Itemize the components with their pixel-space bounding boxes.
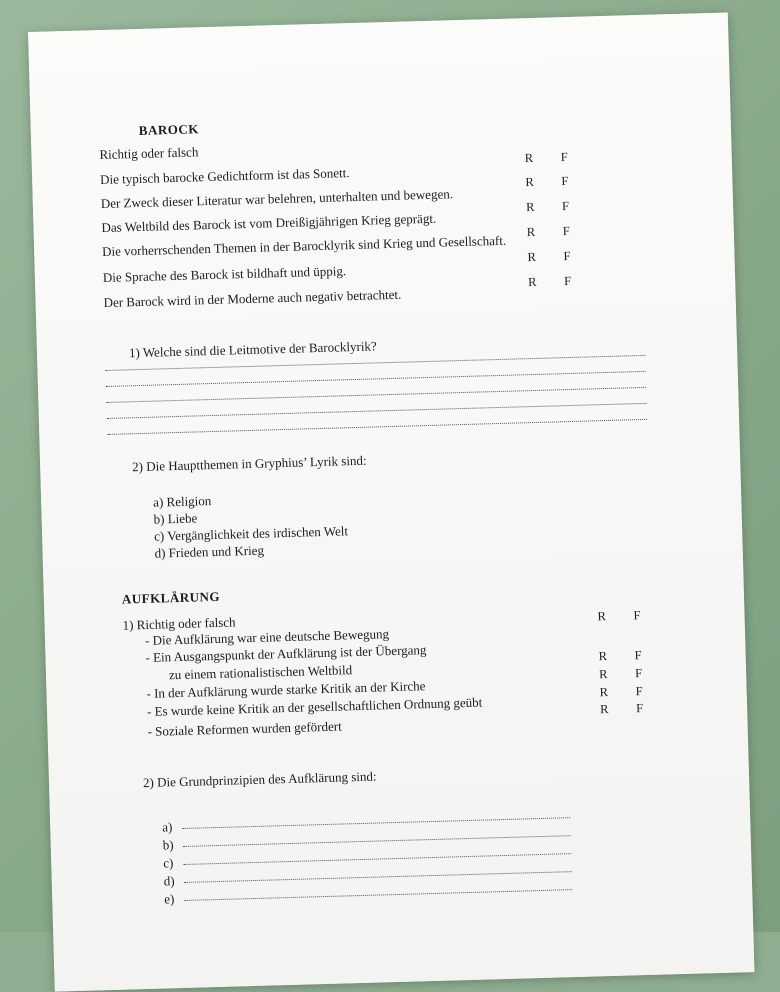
barock-rf-row-4 — [527, 223, 599, 240]
barock-statement-1: Die typisch barocke Gedichtform ist das Sonett. — [99, 165, 350, 188]
r-option[interactable]: R — [527, 249, 537, 265]
barock-statement-4: Die vorherrschenden Themen in der Barocklyrik sind Krieg und Gesellschaft. — [101, 232, 507, 260]
aufklaerung-heading: AUFKLÄRUNG — [121, 588, 221, 607]
r-option[interactable]: R — [599, 702, 609, 717]
barock-statement-6: Der Barock wird in der Moderne auch negativ betrachtet. — [103, 286, 402, 310]
f-option[interactable]: F — [635, 684, 643, 699]
f-option[interactable]: F — [560, 149, 568, 165]
answer-line[interactable] — [107, 403, 647, 419]
r-option[interactable]: R — [599, 685, 609, 700]
barock-rf-row-2 — [525, 173, 597, 190]
aufklaerung-rf-row-2 — [598, 647, 670, 664]
answer-line[interactable] — [183, 853, 571, 865]
answer-line[interactable] — [106, 371, 646, 387]
option-a[interactable]: a) Religion — [152, 493, 212, 510]
f-option[interactable]: F — [634, 666, 643, 681]
answer-line[interactable] — [183, 835, 571, 847]
barock-rf-row-3 — [526, 198, 598, 215]
option-c[interactable]: c) Vergänglichkeit des irdischen Welt — [153, 523, 349, 544]
barock-statement-2: Der Zweck dieser Literatur war belehren, unterhalten und bewegen. — [100, 186, 454, 212]
barock-question-2: 2) Die Hauptthemen in Gryphius’ Lyrik sind: — [131, 452, 367, 475]
barock-rf-row-1 — [525, 149, 597, 166]
aufklaerung-rf-row-5 — [600, 700, 672, 717]
barock-rf-row-5 — [527, 248, 599, 265]
aufklaerung-statement-5: - Soziale Reformen wurden gefördert — [147, 718, 342, 739]
barock-heading: BAROCK — [138, 121, 200, 138]
blank-label-c: c) — [163, 855, 174, 871]
answer-line[interactable] — [184, 871, 572, 883]
aufklaerung-rf-row-1 — [597, 607, 669, 624]
barock-statement-3: Das Weltbild des Barock ist vom Dreißigjährigen Krieg geprägt. — [101, 210, 437, 236]
aufklaerung-question-1: 1) Richtig oder falsch — [122, 614, 236, 633]
f-option[interactable]: F — [635, 701, 644, 716]
blank-label-e: e) — [164, 891, 175, 907]
aufklaerung-statement-4: - Es wurde keine Kritik an der gesellschaftlichen Ordnung geübt — [146, 694, 483, 719]
blank-label-a: a) — [162, 819, 173, 835]
r-option[interactable]: R — [526, 224, 536, 240]
barock-subtitle: Richtig oder falsch — [99, 144, 199, 163]
option-b[interactable]: b) Liebe — [153, 510, 198, 527]
r-option[interactable]: R — [525, 199, 535, 215]
r-option[interactable]: R — [598, 649, 608, 664]
aufklaerung-statement-2-cont: zu einem rationalistischen Weltbild — [168, 662, 353, 683]
f-option[interactable]: F — [563, 248, 571, 264]
aufklaerung-statement-2: - Ein Ausgangspunkt der Aufklärung ist der Übergang — [145, 642, 427, 665]
f-option[interactable]: F — [633, 608, 641, 623]
r-option[interactable]: R — [525, 174, 534, 190]
r-option[interactable]: R — [524, 150, 534, 166]
f-option[interactable]: F — [561, 173, 569, 189]
aufklaerung-rf-row-3 — [599, 665, 671, 682]
aufklaerung-question-2: 2) Die Grundprinzipien des Aufklärung sind: — [142, 768, 377, 791]
aufklaerung-statement-3: - In der Aufklärung wurde starke Kritik an der Kirche — [146, 678, 426, 701]
f-option[interactable]: F — [563, 273, 572, 289]
f-option[interactable]: F — [561, 198, 570, 214]
answer-line[interactable] — [184, 889, 572, 901]
barock-rf-row-6 — [528, 273, 600, 290]
r-option[interactable]: R — [598, 667, 608, 682]
aufklaerung-statement-1: - Die Aufklärung war eine deutsche Bewegung — [144, 626, 390, 648]
f-option[interactable]: F — [562, 223, 570, 239]
answer-line[interactable] — [106, 387, 646, 403]
blank-label-b: b) — [162, 837, 174, 853]
option-d[interactable]: d) Frieden und Krieg — [154, 542, 265, 561]
f-option[interactable]: F — [634, 648, 642, 663]
aufklaerung-rf-row-4 — [599, 683, 671, 700]
barock-question-1: 1) Welche sind die Leitmotive der Barocklyrik? — [128, 338, 377, 361]
barock-statement-5: Die Sprache des Barock ist bildhaft und üppig. — [102, 263, 347, 286]
answer-line[interactable] — [182, 817, 570, 829]
worksheet-page — [28, 12, 755, 991]
blank-label-d: d) — [163, 873, 175, 889]
r-option[interactable]: R — [597, 609, 607, 624]
answer-line[interactable] — [107, 419, 647, 435]
r-option[interactable]: R — [527, 274, 537, 290]
